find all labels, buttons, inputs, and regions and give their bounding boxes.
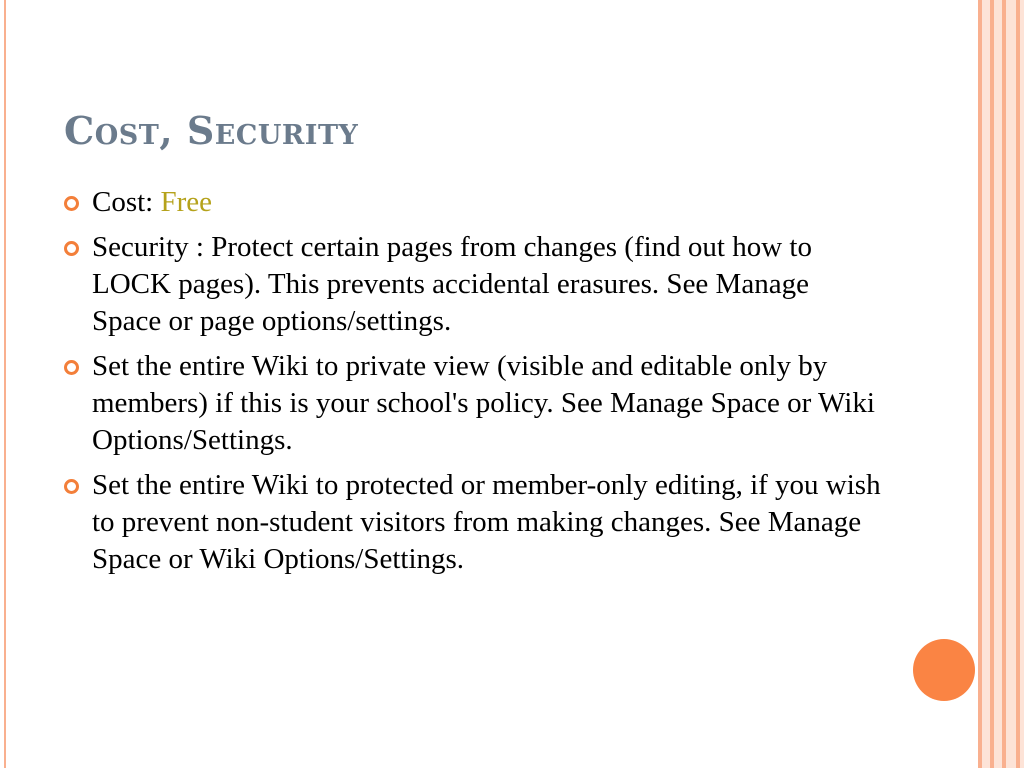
right-border-stripe [982, 0, 990, 768]
bullet-item-security [64, 229, 884, 340]
bullet-item-private-view [64, 348, 884, 459]
bullet-icon [64, 196, 79, 211]
right-border-stripe [994, 0, 1002, 768]
bullet-icon [64, 360, 79, 375]
right-border-stripe [1006, 0, 1016, 768]
bullet-text: Set the entire Wiki to protected or member-only editing, if you wish to prevent non-student visitors from making changes. See Manage Space or Wiki Options/Settings. [92, 469, 881, 575]
bullet-text: Set the entire Wiki to private view (visible and editable only by members) if this is your school's policy. See Manage Space or Wiki Options/Settings. [92, 350, 875, 456]
bullet-list [64, 184, 884, 586]
slide-title: Cost, Security [64, 108, 359, 153]
left-border-line [4, 0, 6, 768]
bullet-icon [64, 241, 79, 256]
cost-value-highlight: Free [160, 186, 213, 218]
bullet-icon [64, 479, 79, 494]
bullet-label: Cost: [92, 186, 161, 218]
bullet-item-cost [64, 184, 884, 221]
bullet-text: Security : Protect certain pages from changes (find out how to LOCK pages). This prevents accidental erasures. See Manage Space or page options/settings. [92, 231, 812, 337]
bullet-item-protected-editing [64, 467, 884, 578]
orange-circle-decoration [913, 639, 975, 701]
right-border-stripe [1020, 0, 1024, 768]
